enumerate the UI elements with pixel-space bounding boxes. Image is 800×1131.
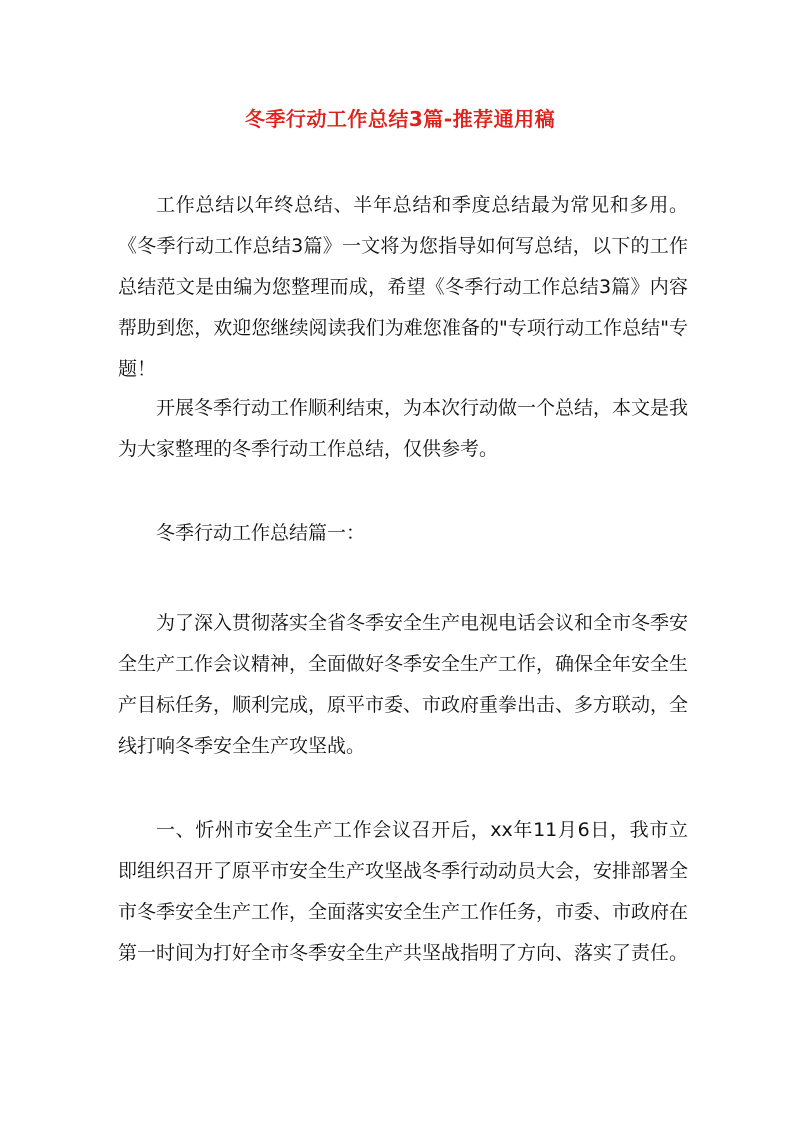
document-title: 冬季行动工作总结3篇-推荐通用稿 <box>244 107 556 131</box>
intro-paragraph: 工作总结以年终总结、半年总结和季度总结最为常见和多用。《冬季行动工作总结3篇》一文将为您指导如何写总结，以下的工作总结范文是由编为您整理而成，希望《冬季行动工作总结3篇》内容帮助到您，欢迎您继续阅读我们为难您准备的"专项行动工作总结"专题！ <box>118 194 688 380</box>
section-heading: 冬季行动工作总结篇一： <box>156 522 366 544</box>
body-paragraph: 为了深入贯彻落实全省冬季安全生产电视电话会议和全市冬季安全生产工作会议精神，全面做好冬季安全生产工作，确保全年安全生产目标任务，顺利完成，原平市委、市政府重拳出击、多方联动，全线打响冬季安全生产攻坚战。 <box>118 612 689 757</box>
summary-paragraph: 开展冬季行动工作顺利结束，为本次行动做一个总结，本文是我为大家整理的冬季行动工作总结，仅供参考。 <box>118 397 689 460</box>
body-paragraph: 一、忻州市安全生产工作会议召开后，xx年11月6日，我市立即组织召开了原平市安全生产攻坚战冬季行动动员大会，安排部署全市冬季安全生产工作，全面落实安全生产工作任务，市委、市政府在第一时间为打好全市冬季安全生产共坚战指明了方向、落实了责任。 <box>118 819 689 964</box>
